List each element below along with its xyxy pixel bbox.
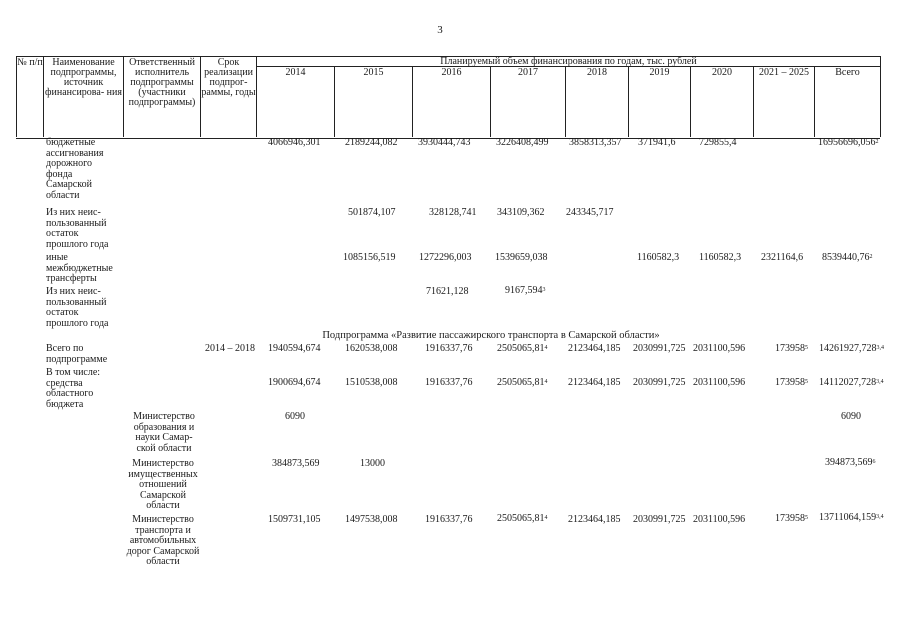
cell-value: 13000 xyxy=(360,458,385,469)
header-num: № п/п xyxy=(17,57,43,68)
header-year: 2015 xyxy=(363,67,384,78)
cell-value: 2030991,725 xyxy=(633,343,686,354)
column-divider xyxy=(16,56,17,137)
row-label: Всего по подпрограмме xyxy=(46,343,108,365)
cell-value: 2123464,185 xyxy=(568,377,621,388)
cell-term: 2014 – 2018 xyxy=(205,343,255,354)
cell-value: 173958$^5$ xyxy=(775,343,808,354)
cell-value: 1916337,76 xyxy=(425,343,473,354)
cell-value: 2031100,596 xyxy=(693,343,746,354)
cell-value: 3226408,499 xyxy=(496,137,549,148)
cell-total: 14261927,728$^{3,4}$ xyxy=(819,343,884,354)
cell-value: 1497538,008 xyxy=(345,514,398,525)
cell-value: 2031100,596 xyxy=(693,377,746,388)
cell-value: 1916337,76 xyxy=(425,514,473,525)
cell-value: 173958$^5$ xyxy=(775,377,808,388)
cell-total: 8539440,76$^2$ xyxy=(822,252,873,263)
cell-value: 1160582,3 xyxy=(699,252,742,263)
row-executor: Министерство образования и науки Самар- ской области xyxy=(133,411,195,454)
cell-value: 1510538,008 xyxy=(345,377,398,388)
header-term: Срок реализации подпрог- раммы, годы xyxy=(201,57,256,98)
cell-value: 371941,6 xyxy=(638,137,676,148)
row-label: иные межбюджетные трансферты xyxy=(46,252,113,284)
row-executor: Министерство имущественных отношений Самарской области xyxy=(128,458,198,511)
cell-total: 16956696,056$^2$ xyxy=(818,137,879,148)
cell-value: 243345,717 xyxy=(566,207,614,218)
cell-total: 6090 xyxy=(841,411,861,422)
row-label: Из них неис- пользованный остаток прошлого года xyxy=(46,286,109,329)
cell-value: 2505065,81$^4$ xyxy=(497,343,548,354)
cell-value: 1085156,519 xyxy=(343,252,396,263)
cell-value: 1620538,008 xyxy=(345,343,398,354)
row-executor: Министерство транспорта и автомобильных дорог Самарской области xyxy=(126,514,200,567)
cell-value: 3930444,743 xyxy=(418,137,471,148)
header-name: Наименование подпрограммы, источник финансирова- ния xyxy=(45,57,122,98)
header-year: 2021 – 2025 xyxy=(759,67,809,78)
row-label: Из них неис- пользованный остаток прошлого года xyxy=(46,207,109,250)
cell-total: 14112027,728$^{3,4}$ xyxy=(819,377,884,388)
cell-value: 501874,107 xyxy=(348,207,396,218)
header-year: 2019 xyxy=(649,67,670,78)
row-label: бюджетные ассигнования дорожного фонда Самарской области xyxy=(46,137,104,201)
cell-value: 71621,128 xyxy=(426,286,469,297)
cell-value: 1272296,003 xyxy=(419,252,472,263)
cell-value: 2189244,082 xyxy=(345,137,398,148)
cell-value: 1539659,038 xyxy=(495,252,548,263)
header-plan: Планируемый объем финансирования по годам, тыс. рублей xyxy=(440,56,697,67)
cell-total: 13711064,159$^{3,4}$ xyxy=(819,512,884,523)
cell-value: 9167,594$^3$ xyxy=(505,285,546,296)
cell-value: 3858313,357 xyxy=(569,137,622,148)
cell-value: 1900694,674 xyxy=(268,377,321,388)
cell-value: 2123464,185 xyxy=(568,514,621,525)
header-year: 2017 xyxy=(518,67,538,78)
cell-value: 2505065,81$^4$ xyxy=(497,377,548,388)
header-year: 2016 xyxy=(441,67,462,78)
header-executor: Ответственный исполнитель подпрограммы (участники подпрограммы) xyxy=(128,57,196,108)
cell-value: 2030991,725 xyxy=(633,377,686,388)
cell-value: 729855,4 xyxy=(699,137,737,148)
header-year: 2020 xyxy=(712,67,732,78)
cell-value: 1160582,3 xyxy=(637,252,680,263)
cell-value: 4066946,301 xyxy=(268,137,321,148)
column-divider xyxy=(880,56,881,137)
cell-value: 1940594,674 xyxy=(268,343,321,354)
page-number: 3 xyxy=(437,24,443,36)
cell-value: 1509731,105 xyxy=(268,514,321,525)
row-label: В том числе: средства областного бюджета xyxy=(46,367,101,410)
cell-value: 6090 xyxy=(285,411,305,422)
cell-value: 2031100,596 xyxy=(693,514,746,525)
cell-total: 394873,569$^6$ xyxy=(825,457,876,468)
cell-value: 2123464,185 xyxy=(568,343,621,354)
cell-value: 1916337,76 xyxy=(425,377,473,388)
header-year: 2018 xyxy=(587,67,607,78)
cell-value: 2505065,81$^4$ xyxy=(497,513,548,524)
cell-value: 2321164,6 xyxy=(761,252,804,263)
cell-value: 328128,741 xyxy=(429,207,477,218)
header-year: Всего xyxy=(835,67,860,78)
subprogram-title: Подпрограмма «Развитие пассажирского транспорта в Самарской области» xyxy=(322,330,660,341)
cell-value: 384873,569 xyxy=(272,458,320,469)
header-year: 2014 xyxy=(285,67,306,78)
cell-value: 2030991,725 xyxy=(633,514,686,525)
cell-value: 343109,362 xyxy=(497,207,545,218)
cell-value: 173958$^5$ xyxy=(775,513,808,524)
